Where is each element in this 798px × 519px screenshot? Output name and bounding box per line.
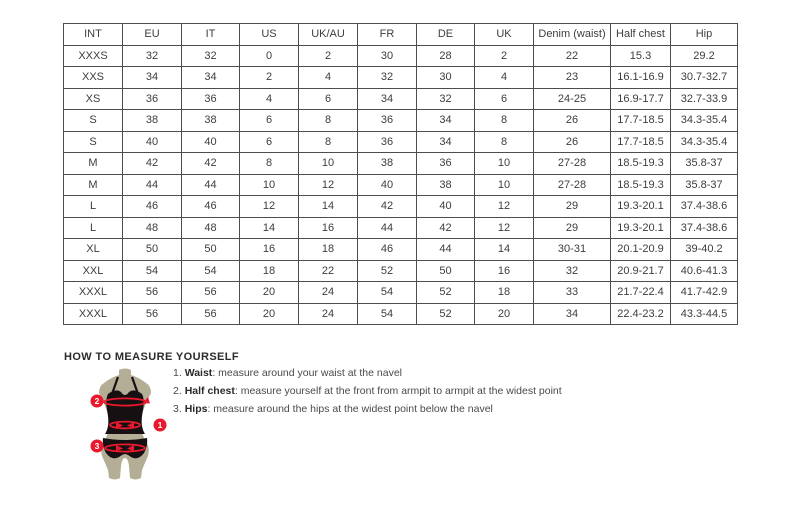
table-cell: 40 — [182, 131, 240, 153]
table-row — [64, 174, 738, 196]
table-cell: 12 — [475, 217, 534, 239]
table-row — [64, 303, 738, 325]
column-header: UK/AU — [299, 24, 358, 46]
table-cell: 6 — [240, 131, 299, 153]
table-cell: 46 — [182, 196, 240, 218]
table-cell: 29 — [534, 217, 611, 239]
measure-section-title: HOW TO MEASURE YOURSELF — [64, 351, 240, 363]
table-cell: 46 — [123, 196, 182, 218]
table-cell: 32 — [417, 88, 475, 110]
size-table — [63, 23, 738, 325]
instruction-number: 2. — [173, 385, 182, 397]
table-cell: 12 — [240, 196, 299, 218]
table-cell: 12 — [475, 196, 534, 218]
table-cell: 26 — [534, 131, 611, 153]
table-cell: 21.7-22.4 — [611, 282, 671, 304]
table-cell: 6 — [240, 110, 299, 132]
table-cell: 20.1-20.9 — [611, 239, 671, 261]
table-cell: 18.5-19.3 — [611, 153, 671, 175]
table-cell: 38 — [358, 153, 417, 175]
table-cell: XXXS — [64, 45, 123, 67]
table-cell: 26 — [534, 110, 611, 132]
table-cell: 10 — [240, 174, 299, 196]
table-row — [64, 67, 738, 89]
table-cell: L — [64, 217, 123, 239]
table-cell: 24 — [299, 303, 358, 325]
table-cell: 4 — [240, 88, 299, 110]
table-cell: 54 — [358, 282, 417, 304]
table-cell: 15.3 — [611, 45, 671, 67]
table-cell: 36 — [417, 153, 475, 175]
table-cell: 22.4-23.2 — [611, 303, 671, 325]
table-cell: 50 — [182, 239, 240, 261]
table-cell: 52 — [417, 303, 475, 325]
instruction-text: : measure around the hips at the widest point below the navel — [207, 403, 493, 415]
instruction-label: Half chest — [184, 385, 235, 397]
column-header: UK — [475, 24, 534, 46]
table-row — [64, 196, 738, 218]
table-row — [64, 239, 738, 261]
table-cell: 10 — [475, 174, 534, 196]
table-cell: 20.9-21.7 — [611, 260, 671, 282]
table-cell: 52 — [417, 282, 475, 304]
table-cell: 40 — [358, 174, 417, 196]
instruction-text: : measure yourself at the front from armpit to armpit at the widest point — [234, 385, 562, 397]
table-cell: 42 — [417, 217, 475, 239]
table-cell: 14 — [299, 196, 358, 218]
table-cell: L — [64, 196, 123, 218]
table-cell: S — [64, 110, 123, 132]
table-cell: 30.7-32.7 — [671, 67, 738, 89]
table-row — [64, 260, 738, 282]
table-cell: 22 — [299, 260, 358, 282]
table-cell: XXS — [64, 67, 123, 89]
measure-instruction-waist — [173, 367, 562, 379]
table-cell: 18.5-19.3 — [611, 174, 671, 196]
table-cell: 29.2 — [671, 45, 738, 67]
column-header: Hip — [671, 24, 738, 46]
table-cell: 56 — [123, 282, 182, 304]
table-cell: 37.4-38.6 — [671, 196, 738, 218]
column-header: INT — [64, 24, 123, 46]
table-cell: 23 — [534, 67, 611, 89]
table-cell: 50 — [123, 239, 182, 261]
table-cell: 34 — [358, 88, 417, 110]
table-cell: 4 — [475, 67, 534, 89]
instruction-label: Hips — [184, 403, 208, 415]
table-row — [64, 282, 738, 304]
svg-text:3: 3 — [94, 441, 100, 452]
column-header: DE — [417, 24, 475, 46]
hips-badge-icon — [91, 440, 104, 453]
table-cell: 44 — [123, 174, 182, 196]
table-cell: 50 — [417, 260, 475, 282]
table-cell: 20 — [475, 303, 534, 325]
table-cell: 0 — [240, 45, 299, 67]
svg-text:2: 2 — [94, 396, 100, 407]
table-cell: 36 — [358, 131, 417, 153]
table-cell: 16 — [240, 239, 299, 261]
table-cell: 8 — [299, 110, 358, 132]
table-cell: M — [64, 174, 123, 196]
column-header: US — [240, 24, 299, 46]
table-cell: 17.7-18.5 — [611, 131, 671, 153]
table-cell: 29 — [534, 196, 611, 218]
table-cell: 43.3-44.5 — [671, 303, 738, 325]
table-cell: XXXL — [64, 282, 123, 304]
table-cell: 56 — [182, 303, 240, 325]
table-cell: 8 — [475, 110, 534, 132]
table-cell: 33 — [534, 282, 611, 304]
table-cell: 32 — [123, 45, 182, 67]
table-cell: 48 — [182, 217, 240, 239]
table-cell: 38 — [417, 174, 475, 196]
table-cell: 34 — [417, 110, 475, 132]
table-cell: 18 — [240, 260, 299, 282]
chest-badge-icon — [91, 395, 104, 408]
table-cell: 36 — [358, 110, 417, 132]
table-cell: 20 — [240, 282, 299, 304]
table-cell: 34 — [123, 67, 182, 89]
table-cell: 44 — [182, 174, 240, 196]
table-cell: 54 — [358, 303, 417, 325]
table-cell: 22 — [534, 45, 611, 67]
table-cell: 37.4-38.6 — [671, 217, 738, 239]
table-cell: 34 — [534, 303, 611, 325]
table-cell: S — [64, 131, 123, 153]
swimsuit-top — [105, 390, 145, 434]
svg-text:1: 1 — [157, 420, 163, 431]
table-cell: 44 — [358, 217, 417, 239]
table-cell: 32.7-33.9 — [671, 88, 738, 110]
table-cell: 16 — [475, 260, 534, 282]
table-cell: 54 — [123, 260, 182, 282]
measure-instruction-half-chest — [173, 385, 562, 397]
measure-instruction-hips — [173, 403, 562, 415]
size-table-body — [64, 45, 738, 325]
table-cell: 2 — [240, 67, 299, 89]
table-cell: 52 — [358, 260, 417, 282]
table-cell: 35.8-37 — [671, 153, 738, 175]
table-cell: 40 — [417, 196, 475, 218]
table-cell: 24 — [299, 282, 358, 304]
table-cell: XS — [64, 88, 123, 110]
table-cell: 40 — [123, 131, 182, 153]
table-cell: 27-28 — [534, 153, 611, 175]
instruction-number: 1. — [173, 367, 182, 379]
table-cell: 35.8-37 — [671, 174, 738, 196]
table-cell: 42 — [358, 196, 417, 218]
table-cell: 19.3-20.1 — [611, 196, 671, 218]
table-cell: 16.9-17.7 — [611, 88, 671, 110]
table-cell: 30-31 — [534, 239, 611, 261]
table-row — [64, 88, 738, 110]
table-cell: 16 — [299, 217, 358, 239]
table-cell: 42 — [182, 153, 240, 175]
waist-badge-icon — [154, 419, 167, 432]
table-cell: 32 — [358, 67, 417, 89]
instruction-text: : measure around your waist at the navel — [212, 367, 402, 379]
table-cell: 36 — [182, 88, 240, 110]
table-cell: 2 — [475, 45, 534, 67]
table-cell: M — [64, 153, 123, 175]
column-header: Half chest — [611, 24, 671, 46]
table-cell: 14 — [475, 239, 534, 261]
table-cell: 6 — [475, 88, 534, 110]
table-row — [64, 45, 738, 67]
table-cell: 10 — [475, 153, 534, 175]
table-cell: 30 — [358, 45, 417, 67]
instruction-number: 3. — [173, 403, 182, 415]
table-cell: XXL — [64, 260, 123, 282]
table-cell: 18 — [299, 239, 358, 261]
table-cell: 36 — [123, 88, 182, 110]
header-row — [64, 24, 738, 46]
table-cell: 28 — [417, 45, 475, 67]
table-cell: 56 — [123, 303, 182, 325]
table-cell: 4 — [299, 67, 358, 89]
table-cell: 48 — [123, 217, 182, 239]
column-header: IT — [182, 24, 240, 46]
column-header: Denim (waist) — [534, 24, 611, 46]
table-cell: 30 — [417, 67, 475, 89]
measurement-figure-illustration — [83, 366, 173, 482]
table-cell: 41.7-42.9 — [671, 282, 738, 304]
table-cell: 12 — [299, 174, 358, 196]
table-cell: 40.6-41.3 — [671, 260, 738, 282]
column-header: FR — [358, 24, 417, 46]
table-cell: 6 — [299, 88, 358, 110]
table-cell: 34.3-35.4 — [671, 110, 738, 132]
size-table-header — [64, 24, 738, 46]
table-cell: 18 — [475, 282, 534, 304]
table-cell: 34 — [417, 131, 475, 153]
table-cell: 19.3-20.1 — [611, 217, 671, 239]
table-cell: 20 — [240, 303, 299, 325]
table-cell: 27-28 — [534, 174, 611, 196]
table-cell: 38 — [182, 110, 240, 132]
table-cell: 8 — [475, 131, 534, 153]
table-row — [64, 217, 738, 239]
table-cell: 14 — [240, 217, 299, 239]
table-cell: 42 — [123, 153, 182, 175]
table-cell: 32 — [182, 45, 240, 67]
table-cell: XL — [64, 239, 123, 261]
table-cell: 17.7-18.5 — [611, 110, 671, 132]
table-cell: 34.3-35.4 — [671, 131, 738, 153]
table-cell: 34 — [182, 67, 240, 89]
table-cell: 2 — [299, 45, 358, 67]
table-cell: 8 — [240, 153, 299, 175]
table-row — [64, 153, 738, 175]
table-cell: 10 — [299, 153, 358, 175]
table-cell: 39-40.2 — [671, 239, 738, 261]
table-row — [64, 110, 738, 132]
table-cell: 38 — [123, 110, 182, 132]
table-cell: 8 — [299, 131, 358, 153]
table-cell: 24-25 — [534, 88, 611, 110]
table-cell: 54 — [182, 260, 240, 282]
table-cell: 32 — [534, 260, 611, 282]
instruction-label: Waist — [184, 367, 213, 379]
table-cell: 16.1-16.9 — [611, 67, 671, 89]
table-cell: XXXL — [64, 303, 123, 325]
table-cell: 44 — [417, 239, 475, 261]
column-header: EU — [123, 24, 182, 46]
table-cell: 56 — [182, 282, 240, 304]
table-cell: 46 — [358, 239, 417, 261]
table-row — [64, 131, 738, 153]
measure-instructions-list — [173, 367, 562, 421]
